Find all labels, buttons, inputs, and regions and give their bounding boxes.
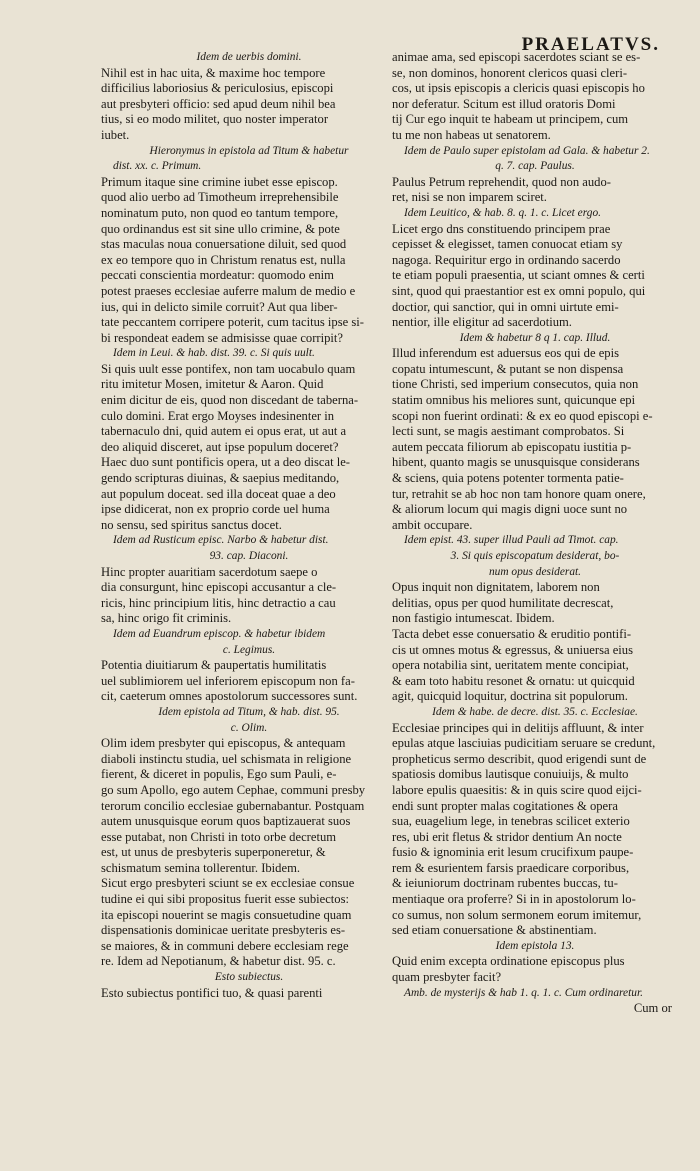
right-rubric-line: Idem epistola 13. xyxy=(495,939,575,952)
left-text-line: dispensationis dominicae ueritate presbyteris es- xyxy=(101,923,346,938)
right-text-line: & aliorum locum qui magis digni uoce sunt no xyxy=(392,502,628,517)
left-rubric-line: Idem in Leui. & hab. dist. 39. c. Si quis uult. xyxy=(113,347,315,360)
right-text-line: te etiam populi praesentia, ut sciant omnes & certi xyxy=(392,268,645,283)
left-rubric-line: Idem epistola ad Titum, & hab. dist. 95. xyxy=(158,705,340,718)
left-text-line: deo aliquid disceret, aut ipse populum doceret? xyxy=(101,439,339,454)
left-text-line: terorum concilio ecclesiae gubernabantur. Postquam xyxy=(101,798,365,813)
right-text-line: Ecclesiae principes qui in delitijs affluunt, & inter xyxy=(392,720,644,735)
left-text-line: Haec duo sunt pontificis opera, ut a deo discat le- xyxy=(101,455,350,470)
right-text-line: rem & esurientem farsis praedicare corporibus, xyxy=(392,860,630,875)
right-text-line: sint, quod qui praestantior est ex omni populo, qui xyxy=(392,283,646,298)
left-text-line: ex eo tempore quo in Christum renatus est, nulla xyxy=(101,252,346,267)
right-text-line: sed etiam conuersatione & abstinentiam. xyxy=(392,923,597,938)
left-text-line: ius, qui in delicto simile corruit? Aut qua liber- xyxy=(101,299,338,314)
right-text-line: nentior, ille eligitur ad sacerdotium. xyxy=(392,315,572,330)
right-text-line: nor deferatur. Scitum est illud oratoris Domi xyxy=(392,96,616,111)
left-text-line: tius, si eo modo militet, quo noster imperator xyxy=(101,112,329,127)
right-rubric-line: 3. Si quis episcopatum desiderat, bo- xyxy=(450,550,620,562)
right-text-line: sua, euagelium lege, in tenebras scilicet exterio xyxy=(392,814,630,829)
running-title: PRAELATVS. xyxy=(521,34,660,55)
right-rubric-line: Idem & habe. de decre. dist. 35. c. Ecclesiae. xyxy=(432,705,638,718)
right-text-line: se, non dominos, honorent clericos quasi cleri- xyxy=(392,65,628,80)
right-text-line: propheticus sermo describit, quod erigendi sunt de xyxy=(392,751,647,766)
right-text-line: Quid enim excepta ordinatione episcopus plus xyxy=(392,954,625,969)
right-catchword: Cum or xyxy=(633,1001,672,1016)
left-text-line: Sicut ergo presbyteri sciunt se ex ecclesiae consue xyxy=(101,876,355,891)
right-text-line: & sciens, quia potens potenter tormenta patie- xyxy=(392,471,624,486)
left-text-line: tudine ei qui sibi propositus fuerit esse subiectos: xyxy=(101,892,349,907)
right-text-line: epulas atque lasciuias pudicitiam seruare se credunt, xyxy=(392,736,656,751)
left-text-line: bi respondeat eadem se admisisse quae corripit? xyxy=(101,330,343,345)
left-rubric-line: dist. xx. c. Primum. xyxy=(113,160,202,173)
left-text-line: est, ut unus de presbyteris superponeretur, & xyxy=(101,845,326,860)
right-rubric-line: Idem epist. 43. super illud Pauli ad Timot. cap. xyxy=(404,534,619,547)
right-text-line: cos, ut ipsis episcopis a clericis quasi episcopis ho xyxy=(392,81,645,96)
left-text-line: quod alio uerbo ad Timotheum irreprehensibile xyxy=(101,190,339,205)
left-text-line: Primum itaque sine crimine iubet esse episcop. xyxy=(101,174,338,189)
left-text-line: dia consurgunt, hinc episcopi accusantur a cle- xyxy=(101,580,337,595)
right-text-line: Licet ergo dns constituendo principem prae xyxy=(392,221,611,236)
left-rubric-line: c. Olim. xyxy=(230,721,268,734)
right-text-line: co sumus, non solum sermonem eorum imitemur, xyxy=(392,907,642,922)
left-text-line: ritu imitetur Mosen, imitetur & Aaron. Quid xyxy=(101,377,324,392)
right-text-line: doctior, qui sanctior, qui in omni uirtute emi- xyxy=(392,299,619,314)
left-text-line: se maiores, & in communi debere ecclesiam rege xyxy=(101,938,349,953)
left-text-line: go sum Apollo, ego autem Cephae, communi presby xyxy=(101,782,366,797)
right-text-line: agit, quicquid loquitur, doctrina sit populorum. xyxy=(392,689,628,704)
left-text-line: ricis, hinc principium litis, hinc detractio a cau xyxy=(101,595,336,610)
left-text-line: potest praeses ecclesiae auferre malum de medio e xyxy=(101,283,356,298)
left-text-line: autem unusquisque eorum quos baptizauerat suos xyxy=(101,814,351,829)
left-rubric-line: c. Legimus. xyxy=(222,643,276,656)
left-text-line: no sensu, sed spiritus sanctus docet. xyxy=(101,517,282,532)
right-text-line: tu me non habeas ut senatorem. xyxy=(392,127,551,142)
left-text-line: difficilius laboriosius & periculosius, episcopi xyxy=(101,81,334,96)
left-text-line: Si quis uult esse pontifex, non tam uocabulo quam xyxy=(101,361,356,376)
right-rubric-line: q. 7. cap. Paulus. xyxy=(495,160,575,173)
right-text-line: nagoga. Requiritur ergo in ordinando sacerdo xyxy=(392,252,621,267)
left-text-line: tabernaculo dni, quid autem ei opus erat, ut aut a xyxy=(101,424,347,439)
left-text-line: schismatum semina tollerentur. Ibidem. xyxy=(101,860,301,875)
left-text-line: cit, caeterum omnes apostolorum successores sunt. xyxy=(101,689,358,704)
left-rubric-line: 93. cap. Diaconi. xyxy=(209,550,289,562)
left-text-line: Olim idem presbyter qui episcopus, & antequam xyxy=(101,736,346,751)
left-text-column xyxy=(101,50,397,1001)
right-rubric-line: Idem Leuitico, & hab. 8. q. 1. c. Licet ergo. xyxy=(404,206,601,219)
right-text-line: fusio & ignominia erit lesum crucifixum paupe- xyxy=(392,845,634,860)
left-text-line: stas maculas noua conuersatione diluit, sed quod xyxy=(101,237,347,252)
left-text-line: diaboli instinctu studia, uel schismata in religione xyxy=(101,751,352,766)
left-text-line: quo ordinandus est sit sine ullo crimine, & pote xyxy=(101,221,340,236)
right-text-line: quam presbyter facit? xyxy=(392,970,502,985)
right-text-line: mentiaque ora proferre? Si in in apostolorum lo- xyxy=(392,892,636,907)
left-text-line: uel sublimiorem uel inferiorem episcopum non fa- xyxy=(101,673,355,688)
left-text-line: Nihil est in hac uita, & maxime hoc tempore xyxy=(101,65,326,80)
left-text-line: re. Idem ad Nepotianum, & habetur dist. 95. c. xyxy=(101,954,336,969)
left-rubric-line: Hieronymus in epistola ad Titum & habetur xyxy=(149,144,349,157)
right-text-line: tur, retrahit se ab hoc non tam honore quam onere, xyxy=(392,486,646,501)
right-text-line: delitias, opus per quod humilitate decrescat, xyxy=(392,595,614,610)
right-rubric-line: Idem de Paulo super epistolam ad Gala. & habetur 2. xyxy=(404,144,650,157)
right-text-line: non fastigio intumescat. Ibidem. xyxy=(392,611,555,626)
left-text-line: gendo scripturas diuinas, & saepius meditando, xyxy=(101,471,340,486)
right-text-line: Opus inquit non dignitatem, laborem non xyxy=(392,580,600,595)
right-text-line: hibent, quanto magis se unusquisque considerans xyxy=(392,455,640,470)
left-text-line: nominatum puto, non quod eo tantum tempore, xyxy=(101,205,339,220)
right-text-line: cepisset & elegisset, tamen conuocat etiam sy xyxy=(392,237,623,252)
right-text-line: labore epulis quaesitis: & in quis scire quod eijci- xyxy=(392,782,642,797)
left-text-line: Potentia diuitiarum & paupertatis humilitatis xyxy=(101,658,327,673)
left-text-line: sa, hinc origo fit criminis. xyxy=(101,611,232,626)
right-rubric-line: Idem & habetur 8 q 1. cap. Illud. xyxy=(459,331,611,344)
left-text-line: tate peccantem corripere poterit, cum tacitus ipse si- xyxy=(101,315,364,330)
right-text-line: copatu intumescunt, & putant se non dispensa xyxy=(392,361,624,376)
left-rubric-line: Idem ad Euandrum episcop. & habetur ibidem xyxy=(113,627,326,640)
right-text-line: spatiosis domibus lautisque conuiuijs, & multo xyxy=(392,767,629,782)
right-text-line: scopi non fuerint ordinati: & ex eo quod episcopi e- xyxy=(392,408,653,423)
right-text-line: autem peccata filiorum ab episcopatu iustitia p- xyxy=(392,439,632,454)
right-text-column xyxy=(392,50,678,1017)
left-text-line: aut populum doceat. sed illa doceat quae a deo xyxy=(101,486,336,501)
left-text-line: Esto subiectus pontifici tuo, & quasi parenti xyxy=(101,985,323,1000)
left-text-line: fierent, & diceret in populis, Ego sum Pauli, e- xyxy=(101,767,337,782)
right-text-line: ambit occupare. xyxy=(392,517,473,532)
right-text-line: animae ama, sed episcopi sacerdotes sciant se es- xyxy=(392,50,641,64)
left-text-line: esse putabat, non Christi in toto orbe decretum xyxy=(101,829,337,844)
right-text-line: & ieiuniorum doctrinam rubentes buccas, tu- xyxy=(392,876,618,891)
right-text-line: lecti sunt, se magis aestimant comprobatos. Si xyxy=(392,424,625,439)
right-text-line: opera notabilia sint, ueritatem mente concipiat, xyxy=(392,658,629,673)
right-text-line: Paulus Petrum reprehendit, quod non audo- xyxy=(392,174,611,189)
left-text-line: ita episcopi nouerint se magis consuetudine quam xyxy=(101,907,352,922)
left-text-line: Hinc propter auaritiam sacerdotum saepe o xyxy=(101,564,318,579)
left-rubric-line: Esto subiectus. xyxy=(214,971,284,984)
right-text-line: res, ubi erit fletus & stridor dentium An nocte xyxy=(392,829,622,844)
right-text-line: ret, nisi se non imparem sciret. xyxy=(392,190,547,205)
right-text-line: & eam toto habitu resonet & ornatu: ut quicquid xyxy=(392,673,635,688)
left-text-line: aut presbyteri officio: sed apud deum nihil bea xyxy=(101,96,336,111)
left-text-line: iubet. xyxy=(101,127,130,142)
right-text-line: tij Cur ego inquit te habeam ut principem, cum xyxy=(392,112,629,127)
left-text-line: enim dicitur de eis, quod non discedant de taberna- xyxy=(101,393,359,408)
right-rubric-line: Amb. de mysterijs & hab 1. q. 1. c. Cum ordinaretur. xyxy=(404,986,643,999)
right-text-line: cis ut omnes motus & egressus, & uniuersa eius xyxy=(392,642,634,657)
right-text-line: statim omnibus his meliores sunt, quicunque epi xyxy=(392,393,636,408)
left-text-line: peccati conscientia mordeatur: quomodo enim xyxy=(101,268,334,283)
right-rubric-line: num opus desiderat. xyxy=(488,565,582,578)
right-text-line: Illud inferendum est aduersus eos qui de epis xyxy=(392,346,619,361)
right-text-line: Tacta debet esse conuersatio & eruditio pontifi- xyxy=(392,626,632,641)
left-rubric-line: Idem ad Rusticum episc. Narbo & habetur dist. xyxy=(113,534,329,547)
left-text-line: culo domini. Erat ergo Moyses indesinenter in xyxy=(101,408,335,423)
right-text-line: endi sunt propter malas cogitationes & opera xyxy=(392,798,618,813)
left-rubric-line: Idem de uerbis domini. xyxy=(196,51,302,63)
left-text-line: ipse didicerat, non ex proprio corde uel huma xyxy=(101,502,330,517)
right-text-line: tione Christi, sed imperium consecutos, quia non xyxy=(392,377,639,392)
